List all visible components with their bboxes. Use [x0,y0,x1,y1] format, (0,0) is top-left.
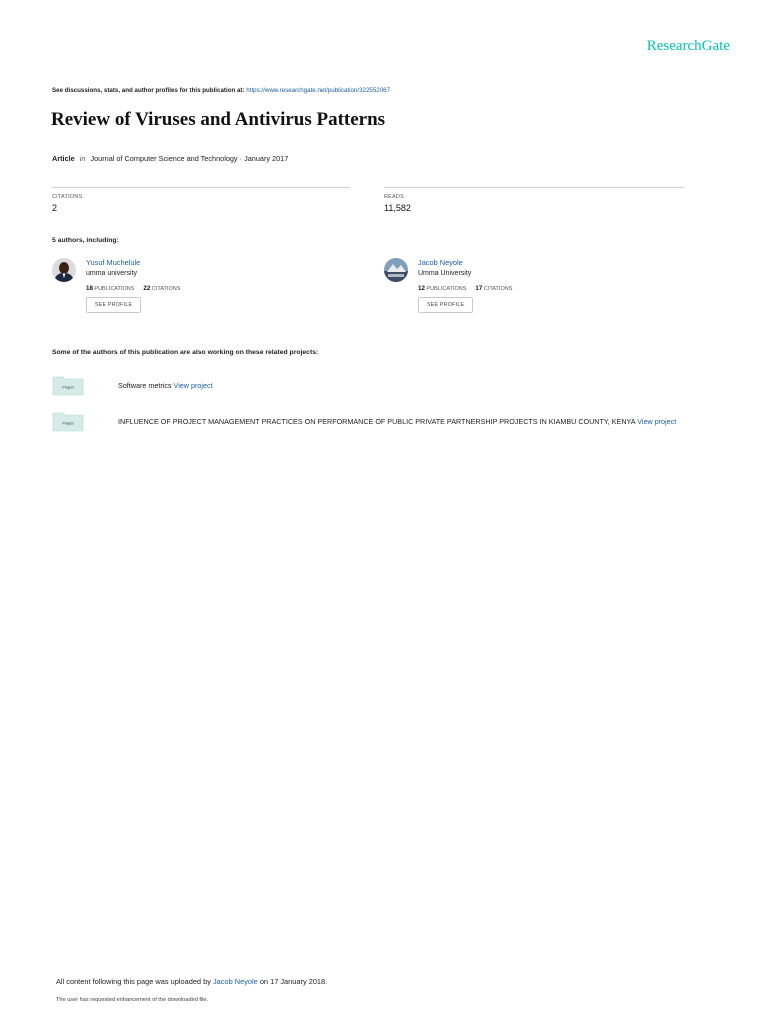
author-publications-label: PUBLICATIONS [426,286,467,292]
uploader-link[interactable]: Jacob Neyole [212,977,258,986]
publication-title: Review of Viruses and Antivirus Patterns [51,109,386,130]
reads-stat [384,187,684,213]
author-citations-label: CITATIONS [151,286,181,292]
view-project-link[interactable]: View project [637,417,677,426]
citations-stat [52,187,350,213]
see-profile-button[interactable]: SEE PROFILE [86,297,141,313]
publication-url-link[interactable]: https://www.researchgate.net/publication/322552067 [246,87,391,94]
author-citations-label: CITATIONS [483,286,513,292]
journal-and-date: Journal of Computer Science and Technology · January 2017 [90,154,289,163]
author-avatar[interactable] [384,258,408,282]
publication-type: Article [52,154,75,163]
author-institution: umma university [86,270,137,277]
citations-value: 2 [52,203,58,213]
landscape-photo-icon [384,258,408,282]
author-avatar[interactable] [52,258,76,282]
author-citations-count: 17 [475,285,483,292]
reads-value: 11,582 [384,203,411,213]
upload-note-date: on 17 January 2018. [259,977,328,986]
author-institution: Umma University [418,270,472,277]
author-publications-count: 12 [418,285,425,292]
discussion-note-text: See discussions, stats, and author profiles for this publication at: [52,87,245,94]
publication-meta [52,154,288,163]
author-card [52,258,302,322]
upload-note [56,977,327,986]
citations-label: CITATIONS [52,194,83,200]
authors-heading: 5 authors, including: [52,237,119,244]
author-publications-count: 18 [86,285,93,292]
author-citations-count: 22 [143,285,151,292]
researchgate-logo[interactable]: ResearchGate [646,38,730,54]
related-project [52,410,692,434]
author-stats [86,285,180,292]
reads-label: READS [384,194,404,200]
author-publications-label: PUBLICATIONS [94,286,135,292]
view-project-link[interactable]: View project [173,381,213,390]
publication-in-word: in [79,154,86,163]
author-stats [418,285,512,292]
enhancement-note: The user has requested enhancement of the downloaded file. [56,997,209,1003]
project-name: INFLUENCE OF PROJECT MANAGEMENT PRACTICES ON PERFORMANCE OF PUBLIC PRIVATE PARTNERSHIP PROJECTS IN KIAMBU COUNTY, KENYA [118,417,636,426]
related-projects-heading: Some of the authors of this publication are also working on these related projects: [52,349,319,356]
person-photo-icon [52,258,76,282]
author-name-link[interactable]: Yusuf Muchelule [86,258,141,267]
project-folder-icon [52,374,84,396]
project-folder-icon [52,410,84,432]
see-profile-button[interactable]: SEE PROFILE [418,297,473,313]
upload-note-prefix: All content following this page was uploaded by [56,977,211,986]
discussion-note [52,87,390,94]
project-name: Software metrics [118,381,172,390]
project-folder-label: Project [62,385,74,390]
project-entry [118,381,213,390]
project-folder-label: Project [62,421,74,426]
related-project [52,374,692,398]
project-entry [118,417,676,426]
author-card [384,258,634,322]
author-name-link[interactable]: Jacob Neyole [418,258,463,267]
